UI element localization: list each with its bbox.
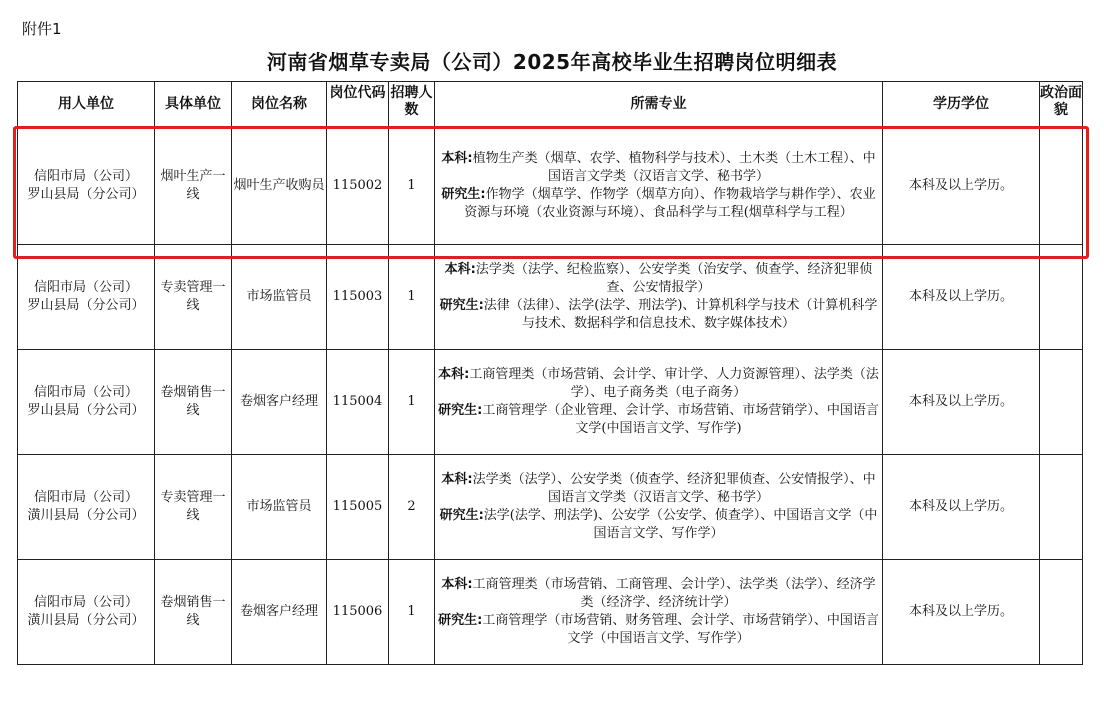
employer-line2: 罗山县局（分公司） [27,186,145,202]
political-cell [1040,245,1083,350]
header-count [389,82,435,127]
grad-majors: 工商管理学（企业管理、会计学、市场营销、市场营销学）、中国语言文学(中国语言文学、写作学) [482,403,879,436]
major-cell [435,245,883,350]
table-row [18,350,1083,455]
employer-line2: 罗山县局（分公司） [27,403,145,418]
undergrad-label: 本科: [441,577,473,592]
table-header-row [18,82,1083,127]
employer-cell [18,560,155,665]
unit-cell: 卷烟销售一线 [155,350,232,455]
grad-majors: 法学(法学、刑法学)、公安学（公安学、侦查学）、中国语言文学（中国语言文学、写作学） [483,508,878,541]
header-political-text: 政治面貌 [1040,85,1082,118]
position-cell: 市场监管员 [232,245,327,350]
header-position: 岗位名称 [232,82,327,127]
employer-line2: 罗山县局（分公司） [27,298,145,313]
header-major: 所需专业 [435,82,883,127]
grad-majors: 作物学（烟草学、作物学（烟草方向）、作物栽培学与耕作学）、农业资源与环境（农业资源与环境）、食品科学与工程(烟草科学与工程） [464,186,876,220]
degree-cell: 本科及以上学历。 [883,455,1040,560]
major-cell [435,455,883,560]
degree-cell: 本科及以上学历。 [883,127,1040,245]
undergrad-majors: 法学类（法学、纪检监察）、公安学类（治安学、侦查学、经济犯罪侦查、公安情报学） [475,262,873,295]
employer-cell [18,127,155,245]
undergrad-majors: 植物生产类（烟草、农学、植物科学与技术）、土木类（土木工程）、中国语言文学类（汉语言文学、秘书学） [472,150,876,184]
political-cell [1040,455,1083,560]
political-cell [1040,350,1083,455]
grad-majors: 工商管理学（市场营销、财务管理、会计学、市场营销学）、中国语言文学（中国语言文学、写作学） [482,613,879,646]
employer-line2: 潢川县局（分公司） [27,508,145,523]
employer-cell [18,350,155,455]
code-cell: 115002 [327,127,389,245]
grad-label: 研究生: [438,613,483,628]
undergrad-majors: 工商管理类（市场营销、会计学、审计学、人力资源管理）、法学类（法学）、电子商务类（电子商务） [469,367,879,400]
position-cell: 市场监管员 [232,455,327,560]
major-cell [435,350,883,455]
code-cell: 115004 [327,350,389,455]
unit-cell: 专卖管理一线 [155,455,232,560]
position-cell: 卷烟客户经理 [232,350,327,455]
header-count-text: 招聘人数 [390,85,433,118]
header-political [1040,82,1083,127]
table-row [18,127,1083,245]
degree-cell: 本科及以上学历。 [883,245,1040,350]
political-cell [1040,127,1083,245]
unit-cell: 专卖管理一线 [155,245,232,350]
positions-table [17,81,1083,665]
header-employer: 用人单位 [18,82,155,127]
count-cell: 1 [389,560,435,665]
count-cell: 1 [389,245,435,350]
undergrad-majors: 工商管理类（市场营销、工商管理、会计学）、法学类（法学）、经济学类（经济学、经济统计学） [472,577,876,610]
code-cell: 115006 [327,560,389,665]
code-cell: 115005 [327,455,389,560]
degree-cell: 本科及以上学历。 [883,560,1040,665]
employer-cell [18,455,155,560]
degree-cell: 本科及以上学历。 [883,350,1040,455]
attachment-label: 附件1 [22,20,62,38]
major-cell [435,127,883,245]
position-cell: 烟叶生产收购员 [232,127,327,245]
employer-line1: 信阳市局（公司） [33,595,138,610]
employer-line2: 潢川县局（分公司） [27,613,145,628]
table-row [18,455,1083,560]
code-cell: 115003 [327,245,389,350]
grad-label: 研究生: [438,403,483,418]
page-title: 河南省烟草专卖局（公司）2025年高校毕业生招聘岗位明细表 [266,50,838,74]
undergrad-label: 本科: [441,472,473,487]
major-cell [435,560,883,665]
political-cell [1040,560,1083,665]
undergrad-majors: 法学类（法学）、公安学类（侦查学、经济犯罪侦查、公安情报学）、中国语言文学类（汉语言文学、秘书学） [472,472,876,505]
employer-line1: 信阳市局（公司） [33,280,138,295]
count-cell: 1 [389,350,435,455]
unit-cell: 卷烟销售一线 [155,560,232,665]
header-code [327,82,389,127]
grad-label: 研究生: [441,186,486,202]
employer-line1: 信阳市局（公司） [33,490,138,505]
grad-majors: 法律（法律）、法学(法学、刑法学)、计算机科学与技术（计算机科学与技术、数据科学和信息技术、数字媒体技术） [483,298,878,331]
table-row [18,245,1083,350]
undergrad-label: 本科: [441,150,473,166]
employer-line1: 信阳市局（公司） [33,168,138,184]
employer-line1: 信阳市局（公司） [33,385,138,400]
employer-cell [18,245,155,350]
table-row [18,560,1083,665]
header-unit: 具体单位 [155,82,232,127]
grad-label: 研究生: [439,508,484,523]
grad-label: 研究生: [439,298,484,313]
header-code-text: 岗位代码 [329,85,386,101]
unit-cell: 烟叶生产一线 [155,127,232,245]
position-cell: 卷烟客户经理 [232,560,327,665]
count-cell: 1 [389,127,435,245]
count-cell: 2 [389,455,435,560]
undergrad-label: 本科: [444,262,476,277]
header-degree: 学历学位 [883,82,1040,127]
undergrad-label: 本科: [438,367,470,382]
